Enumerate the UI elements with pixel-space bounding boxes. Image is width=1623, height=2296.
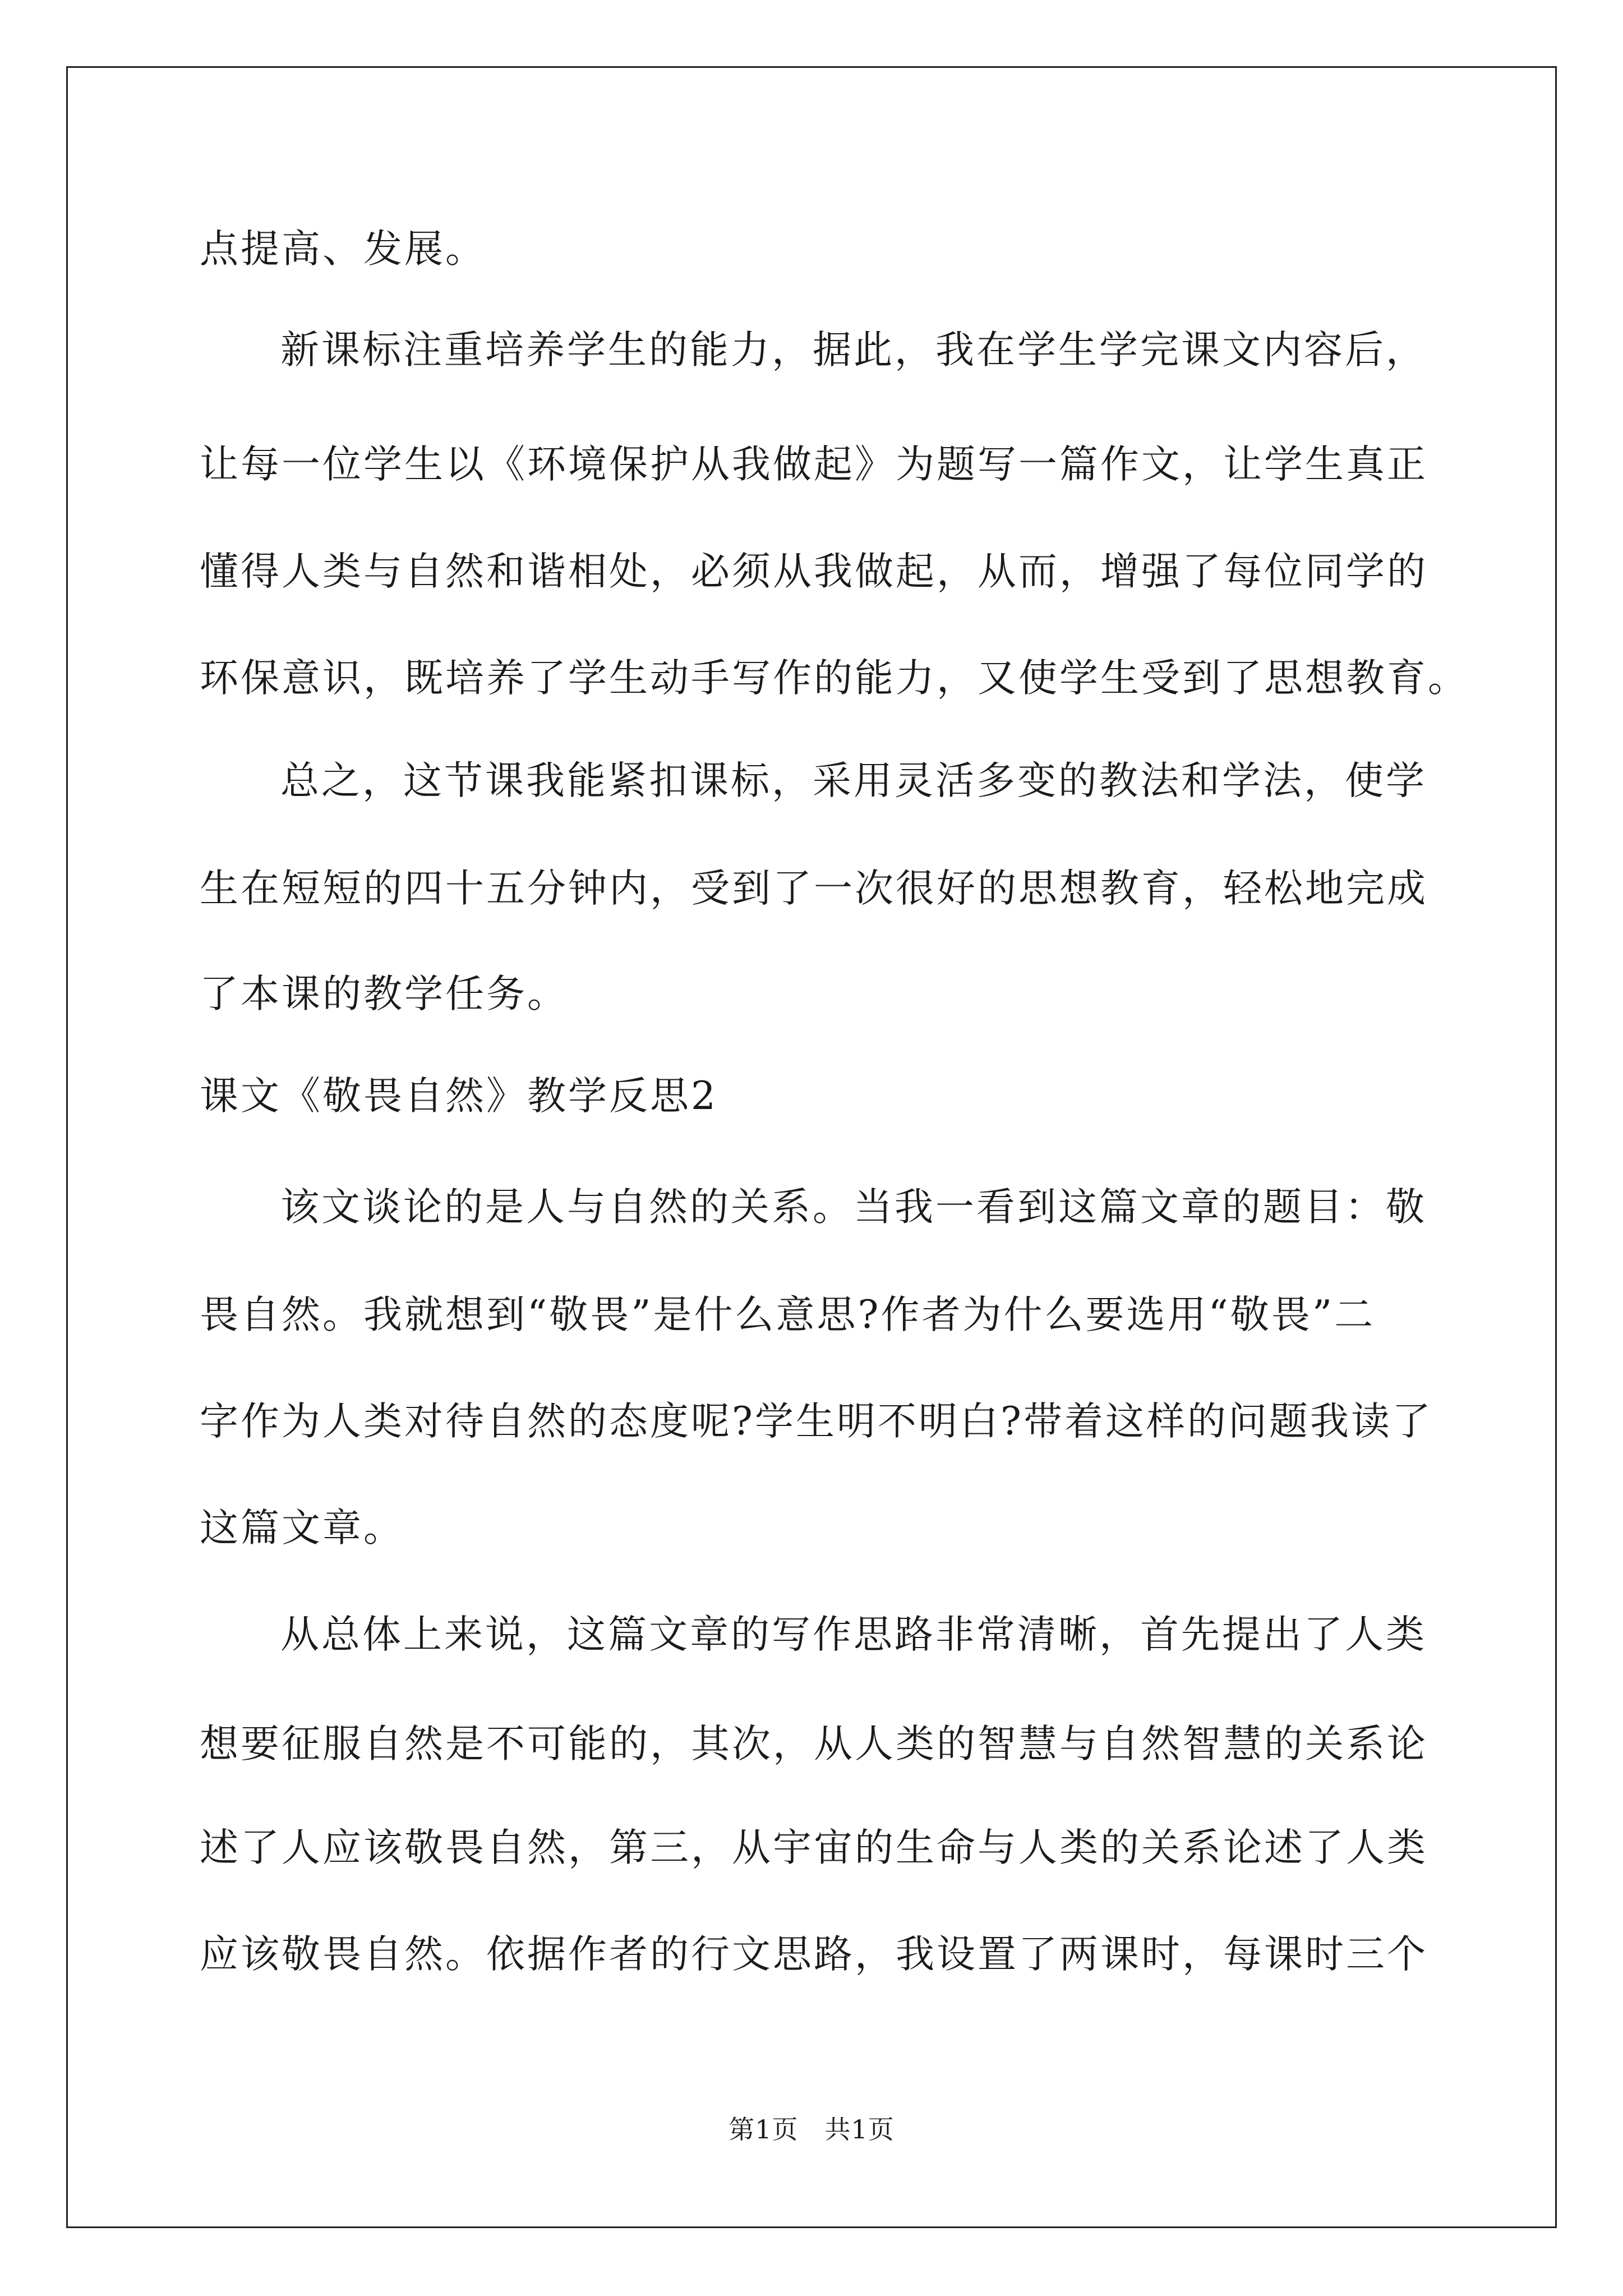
paragraph-line: 畏自然。我就想到“敬畏”是什么意思?作者为什么要选用“敬畏”二 <box>200 1292 1376 1337</box>
paragraph-line: 让每一位学生以《环境保护从我做起》为题写一篇作文，让学生真正 <box>200 442 1428 487</box>
paragraph-line: 想要征服自然是不可能的，其次，从人类的智慧与自然智慧的关系论 <box>200 1722 1428 1766</box>
section-title: 课文《敬畏自然》教学反思2 <box>200 1074 718 1119</box>
paragraph-line: 懂得人类与自然和谐相处，必须从我做起，从而，增强了每位同学的 <box>200 549 1428 594</box>
page-number-footer: 第1页 共1页 <box>728 2114 895 2145</box>
paragraph-line: 该文谈论的是人与自然的关系。当我一看到这篇文章的题目：敬 <box>280 1185 1427 1230</box>
paragraph-line: 环保意识，既培养了学生动手写作的能力，又使学生受到了思想教育。 <box>200 656 1469 701</box>
paragraph-line: 点提高、发展。 <box>200 227 486 272</box>
paragraph-line: 总之，这节课我能紧扣课标，采用灵活多变的教法和学法，使学 <box>280 758 1427 803</box>
paragraph-line: 这篇文章。 <box>200 1506 404 1550</box>
paragraph-line: 述了人应该敬畏自然，第三，从宇宙的生命与人类的关系论述了人类 <box>200 1825 1428 1870</box>
paragraph-line: 应该敬畏自然。依据作者的行文思路，我设置了两课时，每课时三个 <box>200 1932 1428 1977</box>
page-border <box>66 66 1557 2228</box>
paragraph-line: 从总体上来说，这篇文章的写作思路非常清晰，首先提出了人类 <box>280 1612 1427 1657</box>
paragraph-line: 新课标注重培养学生的能力，据此，我在学生学完课文内容后， <box>280 328 1427 372</box>
paragraph-line: 生在短短的四十五分钟内，受到了一次很好的思想教育，轻松地完成 <box>200 866 1428 911</box>
paragraph-line: 了本课的教学任务。 <box>200 972 568 1016</box>
paragraph-line: 字作为人类对待自然的态度呢?学生明不明白?带着这样的问题我读了 <box>200 1399 1433 1444</box>
